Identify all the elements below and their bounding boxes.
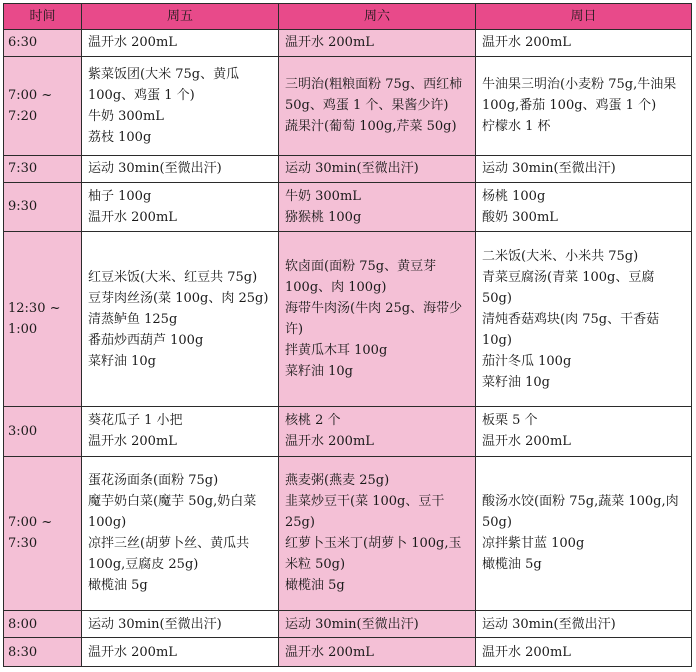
meal-item: 温开水 200mL	[88, 434, 177, 450]
sunday-cell	[476, 611, 692, 638]
meal-item: 运动 30min(至微出汗)	[285, 616, 419, 632]
meal-item: 凉拌三丝(胡萝卜丝、黄瓜共 100g,豆腐皮 25g)	[88, 536, 250, 573]
header-saturday: 周六	[279, 4, 476, 30]
header-time: 时间	[4, 4, 82, 30]
friday-cell	[82, 456, 279, 611]
table-row	[4, 407, 692, 456]
table-row	[4, 611, 692, 638]
time-cell: 8:00	[4, 611, 82, 638]
table-row	[4, 232, 692, 407]
time-cell: 3:00	[4, 407, 82, 456]
meal-item: 红豆米饭(大米、红豆共 75g)	[88, 269, 258, 285]
table-row	[4, 182, 692, 231]
friday-cell	[82, 232, 279, 407]
friday-cell	[82, 30, 279, 57]
sunday-cell	[476, 407, 692, 456]
table-row	[4, 638, 692, 667]
saturday-cell	[279, 155, 476, 182]
meal-item: 温开水 200mL	[88, 209, 177, 225]
meal-item: 运动 30min(至微出汗)	[88, 616, 222, 632]
header-friday: 周五	[82, 4, 279, 30]
meal-item: 运动 30min(至微出汗)	[482, 161, 616, 177]
meal-item: 清蒸鲈鱼 125g	[88, 311, 178, 327]
table-row	[4, 30, 692, 57]
saturday-cell	[279, 638, 476, 667]
meal-item: 凉拌紫甘蓝 100g	[482, 536, 585, 552]
meal-item: 海带牛肉汤(牛肉 25g、海带少许)	[285, 301, 463, 338]
meal-item: 菜籽油 10g	[285, 364, 353, 380]
meal-plan-table	[3, 3, 692, 667]
meal-item: 牛油果三明治(小麦粉 75g,牛油果 100g,番茄 100g、鸡蛋 1 个)	[482, 77, 677, 114]
meal-item: 温开水 200mL	[482, 35, 571, 51]
sunday-cell	[476, 232, 692, 407]
meal-item: 运动 30min(至微出汗)	[285, 161, 419, 177]
meal-item: 燕麦粥(燕麦 25g)	[285, 473, 390, 489]
friday-cell	[82, 407, 279, 456]
meal-item: 运动 30min(至微出汗)	[88, 161, 222, 177]
meal-item: 橄榄油 5g	[285, 578, 345, 594]
meal-item: 韭菜炒豆干(菜 100g、豆干 25g)	[285, 494, 445, 531]
sunday-cell	[476, 456, 692, 611]
meal-item: 葵花瓜子 1 小把	[88, 413, 183, 429]
meal-item: 蔬果汁(葡萄 100g,芹菜 50g)	[285, 119, 457, 135]
meal-item: 橄榄油 5g	[88, 578, 148, 594]
meal-item: 温开水 200mL	[285, 434, 374, 450]
meal-item: 紫菜饭团(大米 75g、黄瓜 100g、鸡蛋 1 个)	[88, 66, 240, 103]
table-header	[4, 4, 692, 30]
meal-item: 温开水 200mL	[285, 644, 374, 660]
friday-cell	[82, 56, 279, 155]
saturday-cell	[279, 182, 476, 231]
saturday-cell	[279, 611, 476, 638]
meal-item: 柚子 100g	[88, 188, 152, 204]
friday-cell	[82, 611, 279, 638]
meal-item: 酸奶 300mL	[482, 209, 558, 225]
sunday-cell	[476, 182, 692, 231]
saturday-cell	[279, 407, 476, 456]
saturday-cell	[279, 56, 476, 155]
time-cell: 7:00 ~ 7:20	[4, 56, 82, 155]
meal-item: 牛奶 300mL	[88, 108, 164, 124]
meal-item: 温开水 200mL	[88, 35, 177, 51]
meal-item: 三明治(粗粮面粉 75g、西红柿 50g、鸡蛋 1 个、果酱少许)	[285, 77, 463, 114]
meal-item: 菜籽油 10g	[88, 353, 156, 369]
time-cell: 7:00 ~ 7:30	[4, 456, 82, 611]
meal-item: 橄榄油 5g	[482, 557, 542, 573]
meal-item: 酸汤水饺(面粉 75g,蔬菜 100g,肉 50g)	[482, 494, 679, 531]
meal-item: 核桃 2 个	[285, 413, 341, 429]
table-row	[4, 56, 692, 155]
sunday-cell	[476, 638, 692, 667]
meal-item: 柠檬水 1 杯	[482, 119, 551, 135]
time-cell: 6:30	[4, 30, 82, 57]
time-cell: 9:30	[4, 182, 82, 231]
meal-item: 二米饭(大米、小米共 75g)	[482, 248, 639, 264]
meal-item: 茄汁冬瓜 100g	[482, 353, 572, 369]
saturday-cell	[279, 30, 476, 57]
header-sunday: 周日	[476, 4, 692, 30]
meal-item: 猕猴桃 100g	[285, 209, 362, 225]
time-cell: 8:30	[4, 638, 82, 667]
sunday-cell	[476, 56, 692, 155]
table-row	[4, 456, 692, 611]
meal-item: 温开水 200mL	[88, 644, 177, 660]
meal-item: 拌黄瓜木耳 100g	[285, 343, 388, 359]
meal-item: 荔枝 100g	[88, 129, 152, 145]
sunday-cell	[476, 30, 692, 57]
table-row	[4, 155, 692, 182]
saturday-cell	[279, 232, 476, 407]
meal-item: 板栗 5 个	[482, 413, 538, 429]
meal-item: 温开水 200mL	[482, 644, 571, 660]
meal-item: 番茄炒西葫芦 100g	[88, 332, 204, 348]
meal-item: 蛋花汤面条(面粉 75g)	[88, 473, 219, 489]
meal-item: 清炖香菇鸡块(肉 75g、干香菇 10g)	[482, 311, 660, 348]
saturday-cell	[279, 456, 476, 611]
table-body	[4, 30, 692, 667]
time-cell: 7:30	[4, 155, 82, 182]
friday-cell	[82, 155, 279, 182]
meal-item: 红萝卜玉米丁(胡萝卜 100g,玉米粒 50g)	[285, 536, 462, 573]
meal-item: 运动 30min(至微出汗)	[482, 616, 616, 632]
meal-item: 牛奶 300mL	[285, 188, 361, 204]
sunday-cell	[476, 155, 692, 182]
meal-item: 温开水 200mL	[285, 35, 374, 51]
meal-item: 软卤面(面粉 75g、黄豆芽 100g、肉 100g)	[285, 259, 437, 296]
meal-item: 杨桃 100g	[482, 188, 546, 204]
meal-item: 青菜豆腐汤(青菜 100g、豆腐 50g)	[482, 269, 655, 306]
friday-cell	[82, 182, 279, 231]
meal-item: 菜籽油 10g	[482, 374, 550, 390]
friday-cell	[82, 638, 279, 667]
meal-item: 豆芽肉丝汤(菜 100g、肉 25g)	[88, 290, 269, 306]
time-cell: 12:30 ~ 1:00	[4, 232, 82, 407]
meal-item: 魔芋奶白菜(魔芋 50g,奶白菜 100g)	[88, 494, 257, 531]
meal-item: 温开水 200mL	[482, 434, 571, 450]
